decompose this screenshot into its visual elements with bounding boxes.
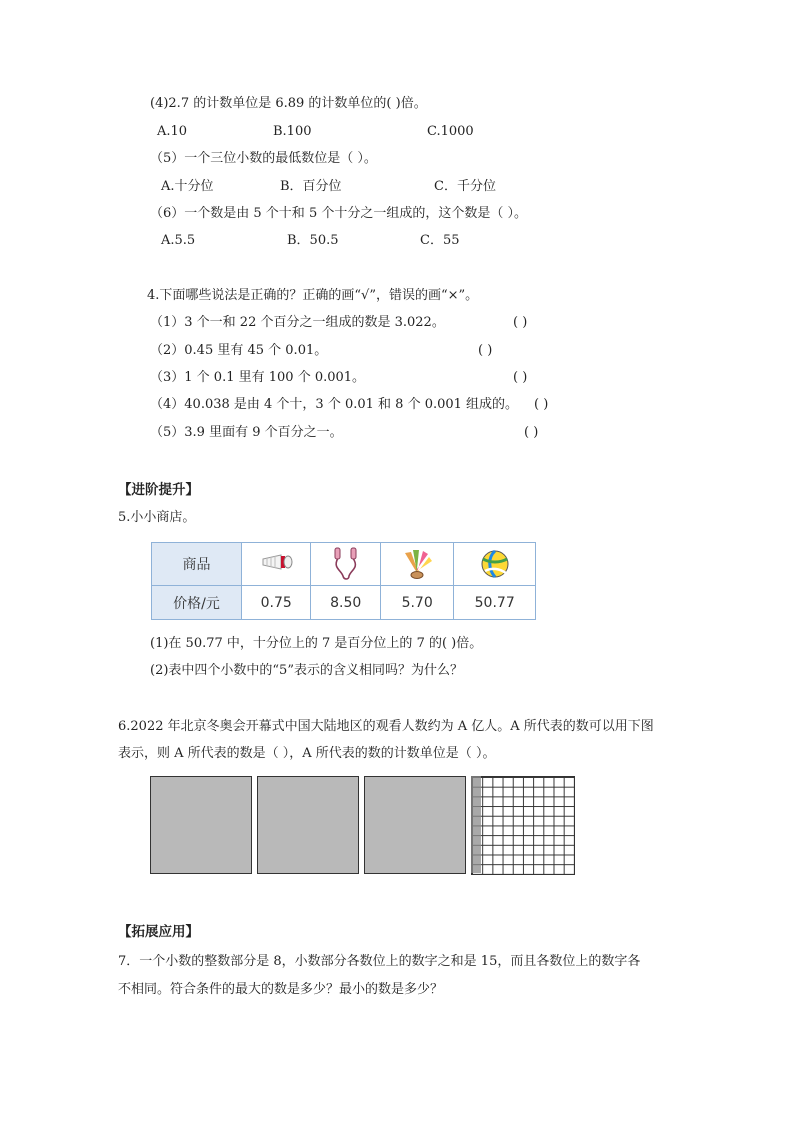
q6-line2: 表示，则 A 所代表的数是（ ），A 所代表的数的计数单位是（ ）。 — [118, 746, 496, 761]
q7-line2: 不相同。符合条件的最大的数是多少？最小的数是多少？ — [118, 982, 444, 997]
q3-part4-option-a: A.10 — [157, 124, 188, 139]
q4-item-5: （5）3.9 里面有 9 个百分之一。 — [150, 425, 343, 440]
goods-cell-feather-shuttlecock — [380, 543, 453, 586]
q3-part5-option-c: C．千分位 — [434, 179, 496, 194]
q3-part4-stem: (4)2.7 的计数单位是 6.89 的计数单位的( )倍。 — [150, 96, 427, 111]
q6-line1: 6.2022 年北京冬奥会开幕式中国大陆地区的观看人数约为 A 亿人。A 所代表的数可以用下图 — [118, 719, 654, 734]
q4-item-1-answer[interactable]: ( ) — [513, 315, 528, 330]
shuttlecock-icon — [259, 549, 293, 579]
price-cell: 8.50 — [311, 586, 380, 620]
q3-part6-option-c: C．55 — [420, 233, 460, 248]
q3-part6-option-a: A.5.5 — [161, 233, 196, 248]
price-cell: 50.77 — [454, 586, 536, 620]
q3-part5-option-b: B．百分位 — [280, 179, 342, 194]
section-heading-extend: 【拓展应用】 — [118, 924, 199, 940]
goods-cell-volleyball — [454, 543, 536, 586]
q4-title: 4.下面哪些说法是正确的？正确的画“√”，错误的画“×”。 — [147, 288, 479, 303]
q4-item-2: （2）0.45 里有 45 个 0.01。 — [150, 343, 328, 358]
section-heading-advanced: 【进阶提升】 — [118, 482, 199, 498]
shaded-grid-column — [471, 776, 481, 873]
volleyball-icon — [480, 549, 510, 579]
jump-rope-icon — [329, 546, 363, 582]
q5-title: 5.小小商店。 — [118, 510, 196, 525]
q4-item-2-answer[interactable]: ( ) — [478, 343, 493, 358]
q3-part4-option-b: B.100 — [273, 124, 312, 139]
q4-item-4-answer[interactable]: ( ) — [534, 397, 549, 412]
q3-part4-option-c: C.1000 — [427, 124, 474, 139]
price-cell: 5.70 — [380, 586, 453, 620]
q3-part5-stem: （5）一个三位小数的最低数位是（ ）。 — [150, 151, 377, 166]
goods-cell-shuttlecock — [242, 543, 311, 586]
table-header-goods: 商品 — [152, 543, 242, 586]
q4-item-5-answer[interactable]: ( ) — [524, 425, 539, 440]
full-square-3 — [364, 776, 466, 874]
q4-item-3-answer[interactable]: ( ) — [513, 370, 528, 385]
q4-item-1: （1）3 个一和 22 个百分之一组成的数是 3.022。 — [150, 315, 445, 330]
hundredths-grid — [471, 776, 575, 875]
goods-price-table — [151, 542, 536, 620]
q3-part6-option-b: B．50.5 — [287, 233, 339, 248]
full-square-2 — [257, 776, 359, 874]
q4-item-3: （3）1 个 0.1 里有 100 个 0.001。 — [150, 370, 366, 385]
goods-cell-jump-rope — [311, 543, 380, 586]
q3-part5-option-a: A.十分位 — [161, 179, 214, 194]
feather-shuttlecock-icon — [399, 547, 435, 581]
q4-item-4: （4）40.038 是由 4 个十，3 个 0.01 和 8 个 0.001 组成的。 — [150, 397, 519, 412]
table-header-price: 价格/元 — [152, 586, 242, 620]
q5-sub2: (2)表中四个小数中的“5”表示的含义相同吗？为什么？ — [150, 663, 463, 678]
q5-sub1: (1)在 50.77 中，十分位上的 7 是百分位上的 7 的( )倍。 — [150, 636, 483, 651]
price-cell: 0.75 — [242, 586, 311, 620]
q3-part6-stem: （6）一个数是由 5 个十和 5 个十分之一组成的，这个数是（ ）。 — [150, 206, 527, 221]
q7-line1: 7．一个小数的整数部分是 8，小数部分各数位上的数字之和是 15，而且各数位上的数字各 — [118, 954, 641, 969]
full-square-1 — [150, 776, 252, 874]
